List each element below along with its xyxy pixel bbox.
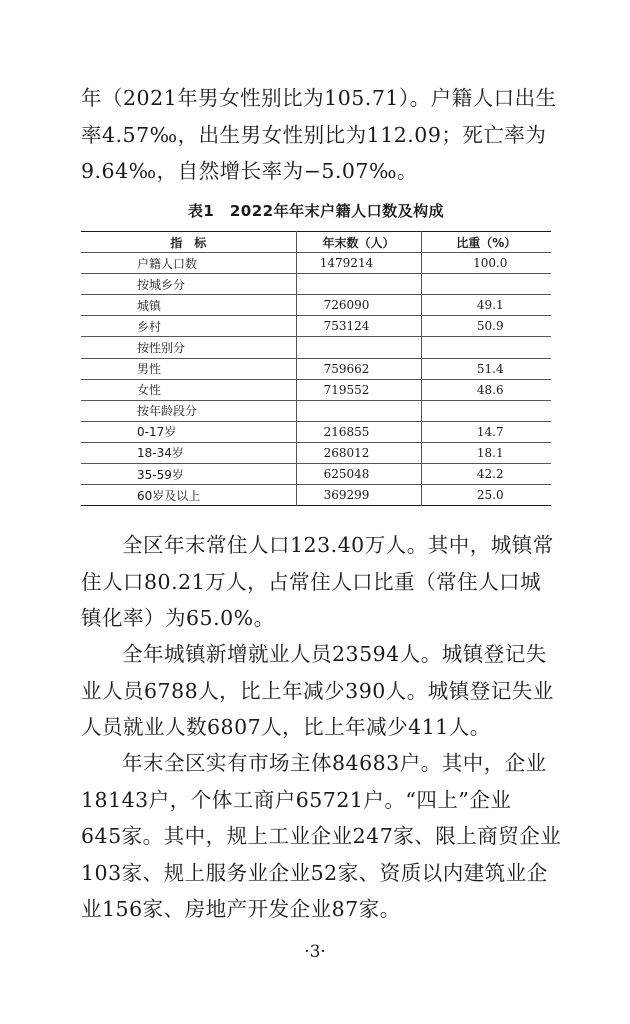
row-share: 48.6 bbox=[421, 379, 551, 400]
row-value: 216855 bbox=[296, 421, 421, 442]
row-share bbox=[421, 400, 551, 421]
paragraph-market-entities bbox=[81, 745, 562, 928]
row-label: 按城乡分 bbox=[81, 274, 296, 295]
table-row bbox=[81, 253, 551, 274]
row-label: 户籍人口数 bbox=[81, 253, 296, 274]
table-caption: 表1 2022年年末户籍人口数及构成 bbox=[187, 202, 445, 220]
row-value: 268012 bbox=[296, 442, 421, 463]
header-share: 比重（%） bbox=[421, 232, 551, 253]
table-row bbox=[81, 337, 551, 358]
text-line: 全区年末常住人口123.40万人。其中，城镇常 bbox=[122, 533, 554, 557]
row-label: 按性别分 bbox=[81, 337, 296, 358]
row-value bbox=[296, 274, 421, 295]
table-row bbox=[81, 295, 551, 316]
row-value: 719552 bbox=[296, 379, 421, 400]
text-line: 645家。其中，规上工业企业247家、限上商贸企业 bbox=[81, 824, 562, 848]
row-value: 753124 bbox=[296, 316, 421, 337]
row-share: 51.4 bbox=[421, 358, 551, 379]
text-line: 18143户，个体工商户65721户。“四上”企业 bbox=[81, 787, 512, 812]
text-line: 103家、规上服务业企业52家、资质以内建筑业企 bbox=[81, 860, 548, 885]
header-year-end-count: 年末数（人） bbox=[296, 232, 421, 253]
text-line: 镇化率）为65.0%。 bbox=[81, 606, 275, 630]
text-line: 9.64‰，自然增长率为−5.07‰。 bbox=[81, 159, 418, 183]
row-share: 100.0 bbox=[421, 253, 551, 274]
table-header-row bbox=[81, 232, 551, 253]
text-line: 业人员6788人，比上年减少390人。城镇登记失业 bbox=[81, 678, 554, 703]
table-row bbox=[81, 464, 551, 485]
table-row bbox=[81, 274, 551, 295]
row-label: 男性 bbox=[81, 358, 296, 379]
table-row bbox=[81, 379, 551, 400]
page-number: ·3· bbox=[304, 942, 326, 962]
row-value: 759662 bbox=[296, 358, 421, 379]
table-row bbox=[81, 442, 551, 463]
row-share: 25.0 bbox=[421, 485, 551, 506]
row-share: 49.1 bbox=[421, 295, 551, 316]
population-table bbox=[81, 231, 551, 506]
row-value bbox=[296, 337, 421, 358]
text-line: 年（2021年男女性别比为105.71）。户籍人口出生 bbox=[81, 86, 557, 110]
row-value: 625048 bbox=[296, 464, 421, 485]
row-value: 1479214 bbox=[296, 253, 421, 274]
text-line: 住人口80.21万人，占常住人口比重（常住人口城 bbox=[81, 569, 542, 594]
row-label: 女性 bbox=[81, 379, 296, 400]
row-label: 按年龄段分 bbox=[81, 400, 296, 421]
paragraph-employment bbox=[81, 636, 554, 746]
table-row bbox=[81, 485, 551, 506]
row-value bbox=[296, 400, 421, 421]
row-value: 369299 bbox=[296, 485, 421, 506]
row-label: 乡村 bbox=[81, 316, 296, 337]
row-value: 726090 bbox=[296, 295, 421, 316]
text-line: 人员就业人数6807人，比上年减少411人。 bbox=[81, 715, 491, 739]
text-line: 全年城镇新增就业人员23594人。城镇登记失 bbox=[122, 642, 547, 666]
paragraph-resident-population bbox=[81, 527, 554, 637]
text-line: 年末全区实有市场主体84683户。其中，企业 bbox=[122, 751, 547, 775]
table-row bbox=[81, 316, 551, 337]
row-share bbox=[421, 337, 551, 358]
row-label: 18-34岁 bbox=[81, 442, 296, 463]
paragraph-birth-death-rates bbox=[81, 80, 557, 190]
row-share bbox=[421, 274, 551, 295]
row-share: 18.1 bbox=[421, 442, 551, 463]
row-share: 42.2 bbox=[421, 464, 551, 485]
row-label: 城镇 bbox=[81, 295, 296, 316]
row-share: 14.7 bbox=[421, 421, 551, 442]
row-label: 0-17岁 bbox=[81, 421, 296, 442]
text-line: 业156家、房地产开发企业87家。 bbox=[81, 897, 401, 921]
table-row bbox=[81, 400, 551, 421]
header-indicator: 指 标 bbox=[170, 235, 207, 250]
row-share: 50.9 bbox=[421, 316, 551, 337]
row-label: 35-59岁 bbox=[81, 464, 296, 485]
table-row bbox=[81, 358, 551, 379]
row-label: 60岁及以上 bbox=[81, 485, 296, 506]
text-line: 率4.57‰，出生男女性别比为112.09；死亡率为 bbox=[81, 122, 547, 147]
table-row bbox=[81, 421, 551, 442]
